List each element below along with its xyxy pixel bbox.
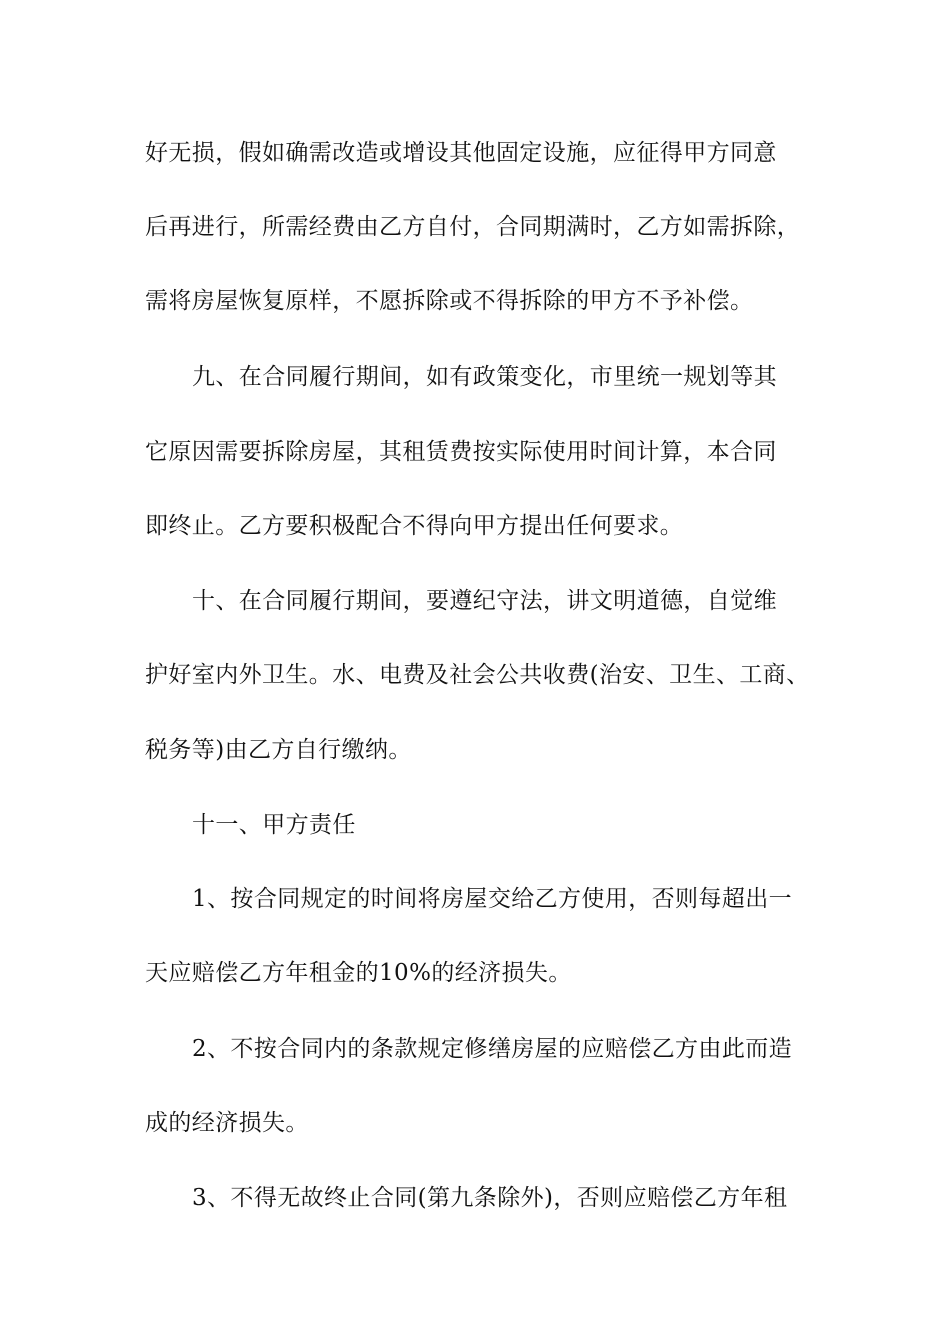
text-line: 后再进行，所需经费由乙方自付，合同期满时，乙方如需拆除，	[145, 214, 801, 240]
text-line: 它原因需要拆除房屋，其租赁费按实际使用时间计算，本合同	[145, 439, 777, 465]
item-1-line: 1、按合同规定的时间将房屋交给乙方使用，否则每超出一	[192, 886, 793, 912]
text-line: 即终止。乙方要积极配合不得向甲方提出任何要求。	[145, 513, 684, 539]
item-3-line: 3、不得无故终止合同(第九条除外)，否则应赔偿乙方年租	[192, 1185, 788, 1211]
text-line: 成的经济损失。	[145, 1110, 309, 1136]
clause-10-heading-line: 十、在合同履行期间，要遵纪守法，讲文明道德，自觉维	[192, 588, 777, 614]
text-line: 护好室内外卫生。水、电费及社会公共收费(治安、卫生、工商、	[145, 662, 810, 688]
section-heading-party-a: 十一、甲方责任	[192, 812, 356, 838]
item-2-line: 2、不按合同内的条款规定修缮房屋的应赔偿乙方由此而造	[192, 1036, 793, 1062]
text-line: 天应赔偿乙方年租金的10%的经济损失。	[145, 960, 572, 986]
clause-9-heading-line: 九、在合同履行期间，如有政策变化，市里统一规划等其	[192, 364, 777, 390]
text-line: 需将房屋恢复原样，不愿拆除或不得拆除的甲方不予补偿。	[145, 288, 754, 314]
text-line: 税务等)由乙方自行缴纳。	[145, 737, 412, 763]
text-line: 好无损，假如确需改造或增设其他固定设施，应征得甲方同意	[145, 140, 777, 166]
